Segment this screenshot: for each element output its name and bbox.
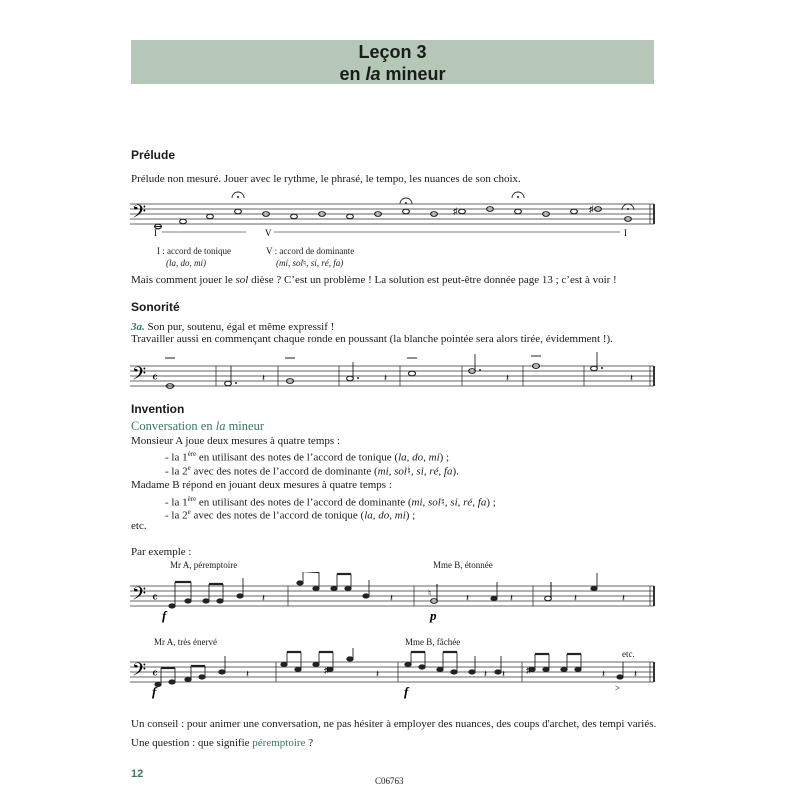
a-intro: Monsieur A joue deux mesures à quatre temps : (131, 435, 340, 447)
etc-small: etc. (622, 649, 635, 659)
lesson-title-banner (131, 40, 654, 84)
svg-text:𝄽: 𝄽 (622, 593, 626, 604)
svg-text:𝄽: 𝄽 (510, 593, 514, 604)
svg-text:𝄽: 𝄽 (574, 593, 578, 604)
dynamic-forte-2: f (152, 684, 157, 699)
svg-text:𝄢: 𝄢 (132, 363, 147, 388)
lesson-key: en la mineur (339, 64, 446, 84)
b-intro: Madame B répond en jouant deux mesures à quatre temps : (131, 479, 392, 491)
svg-text:♯: ♯ (589, 204, 594, 214)
svg-text:𝄢: 𝄢 (132, 583, 147, 608)
dynamic-forte-1: f (162, 608, 167, 623)
label-mme-b-2: Mme B, fâchée (405, 637, 461, 647)
conseil-text: Un conseil : pour animer une conversation, ne pas hésiter à employer des nuances, des coups d'archet, des tempi variés. (131, 718, 657, 730)
dynamic-piano: p (430, 608, 437, 623)
svg-text:𝄽: 𝄽 (376, 669, 380, 680)
question-text: Une question : que signifie péremptoire ? (131, 737, 314, 749)
lesson-number: Leçon 3 (358, 42, 427, 62)
svg-text:>: > (615, 683, 621, 693)
sonorite-line1: 3a. Son pur, soutenu, égal et même expressif ! (131, 321, 335, 333)
chord-i-notes: (la, do, mi) (166, 258, 206, 268)
catalog-reference: C06763 (375, 776, 404, 786)
marker-v: V (265, 228, 272, 238)
example-staff-1 (128, 572, 658, 624)
svg-text:𝄴: 𝄴 (152, 666, 158, 681)
marker-i-end: I (624, 228, 627, 238)
svg-text:♯: ♯ (453, 206, 458, 216)
sonorite-staff (128, 352, 658, 392)
prelude-staff (128, 190, 658, 238)
prelude-intro: Prélude non mesuré. Jouer avec le rythme, le phrasé, le tempo, les nuances de son choix. (131, 173, 521, 185)
svg-text:𝄽: 𝄽 (506, 373, 510, 384)
etc-text: etc. (131, 520, 147, 532)
svg-text:𝄽: 𝄽 (262, 373, 266, 384)
svg-text:𝄽: 𝄽 (384, 373, 388, 384)
chord-v-label: V : accord de dominante (266, 246, 355, 256)
prelude-question: Mais comment jouer le sol dièse ? C’est un problème ! La solution est peut-être donnée page 13 ; c’est à voir ! (131, 274, 617, 286)
svg-text:𝄴: 𝄴 (152, 590, 158, 605)
invention-subheading: Conversation en la mineur (131, 419, 264, 433)
svg-text:𝄴: 𝄴 (152, 370, 158, 385)
sonorite-heading: Sonorité (131, 300, 180, 314)
chord-v-notes: (mi, sol♮, si, ré, fa) (276, 258, 344, 268)
svg-text:𝄽: 𝄽 (390, 593, 394, 604)
svg-text:𝄽: 𝄽 (502, 669, 506, 680)
peremptoire-link[interactable]: péremptoire (252, 737, 306, 749)
label-mr-a-2: Mr A, très énervé (154, 637, 217, 647)
prelude-heading: Prélude (131, 148, 176, 162)
chord-i-label: I : accord de tonique (157, 246, 231, 256)
page-number: 12 (131, 768, 144, 780)
svg-text:♮: ♮ (428, 588, 432, 598)
svg-text:𝄢: 𝄢 (132, 659, 147, 684)
label-mme-b-1: Mme B, étonnée (433, 560, 493, 570)
svg-text:𝄽: 𝄽 (630, 373, 634, 384)
a-line1: - la 1ère en utilisant des notes de l’accord de tonique (la, do, mi) ; (165, 450, 450, 464)
svg-text:𝄽: 𝄽 (602, 669, 606, 680)
svg-text:𝄽: 𝄽 (262, 593, 266, 604)
a-line2: - la 2e avec des notes de l’accord de dominante (mi, sol♮, si, ré, fa). (165, 464, 459, 478)
sonorite-line2: Travailler aussi en commençant chaque ronde en poussant (la blanche pointée sera alors tirée, évidemment !). (131, 333, 613, 345)
example-staff-2 (128, 648, 658, 700)
svg-text:♯: ♯ (324, 665, 329, 675)
svg-text:𝄽: 𝄽 (246, 669, 250, 680)
dynamic-forte-3: f (404, 684, 409, 699)
b-line2: - la 2e avec des notes de l’accord de tonique (la, do, mi) ; (165, 508, 416, 522)
b-line1: - la 1ère en utilisant des notes de l’accord de dominante (mi, sol♮, si, ré, fa) ; (165, 495, 496, 509)
example-intro: Par exemple : (131, 546, 192, 558)
svg-text:𝄢: 𝄢 (132, 201, 147, 226)
svg-text:𝄽: 𝄽 (466, 593, 470, 604)
svg-text:♯: ♯ (526, 665, 531, 675)
label-mr-a-1: Mr A, péremptoire (170, 560, 238, 570)
invention-heading: Invention (131, 402, 185, 416)
svg-text:𝄽: 𝄽 (484, 669, 488, 680)
svg-text:𝄽: 𝄽 (634, 669, 638, 680)
marker-i: I (154, 228, 157, 238)
